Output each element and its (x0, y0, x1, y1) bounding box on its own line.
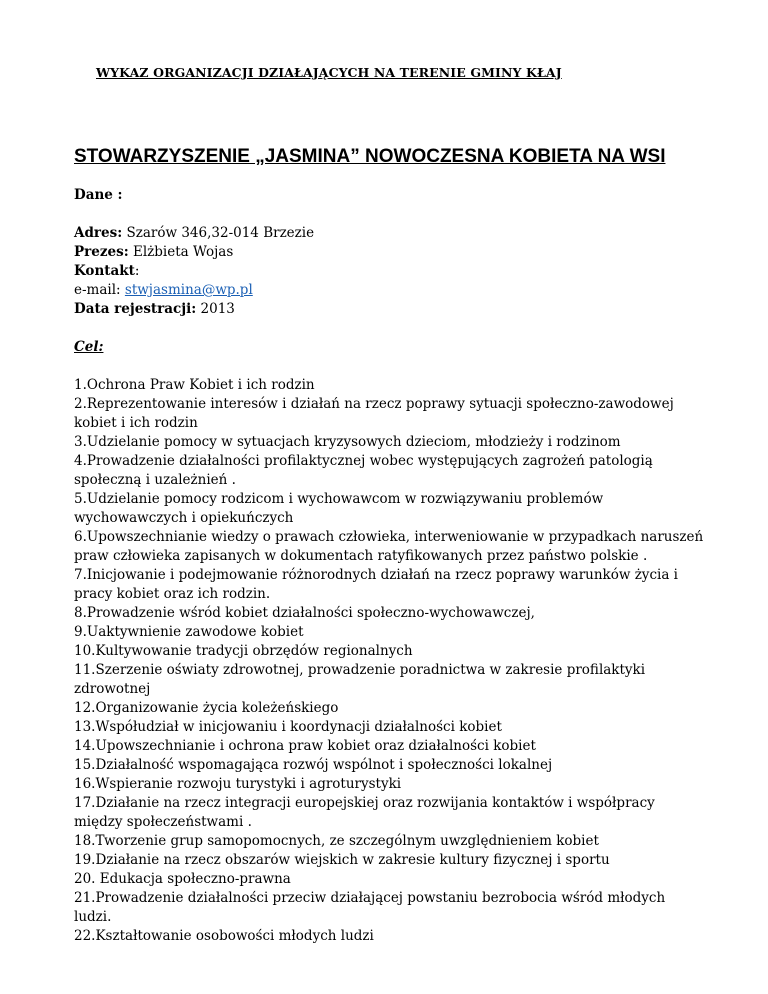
goal-label: Cel: (74, 339, 104, 355)
goal-item: 20. Edukacja społeczno-prawna (74, 871, 291, 887)
contact-label: Kontakt (74, 263, 135, 279)
email-prefix: e-mail: (74, 282, 125, 298)
goal-item: 9.Uaktywnienie zawodowe kobiet (74, 624, 304, 640)
goal-item: 10.Kultywowanie tradycji obrzędów regionalnych (74, 643, 413, 659)
goal-item: 19.Działanie na rzecz obszarów wiejskich w zakresie kultury fizycznej i sportu (74, 852, 610, 868)
registration-value: 2013 (196, 301, 235, 317)
document-header: WYKAZ ORGANIZACJI DZIAŁAJĄCYCH NA TERENIE GMINY KŁAJ (96, 65, 562, 80)
goal-item: 18.Tworzenie grup samopomocnych, ze szczególnym uwzględnieniem kobiet (74, 833, 599, 849)
goal-item: 8.Prowadzenie wśród kobiet działalności społeczno-wychowawczej, (74, 605, 535, 621)
goal-item: 15.Działalność wspomagająca rozwój wspólnot i społeczności lokalnej (74, 757, 553, 773)
goal-item: 17.Działanie na rzecz integracji europejskiej oraz rozwijania kontaktów i współpracy między społeczeństwami . (74, 795, 655, 830)
president-label: Prezes: (74, 244, 129, 260)
contact-colon: : (134, 263, 140, 279)
goal-item: 21.Prowadzenie działalności przeciw działającej powstaniu bezrobocia wśród młodych ludzi. (74, 890, 666, 925)
goal-item: 5.Udzielanie pomocy rodzicom i wychowawcom w rozwiązywaniu problemów wychowawczych i opiekuńczych (74, 491, 604, 526)
goals-list (74, 376, 704, 946)
email-link[interactable]: stwjasmina@wp.pl (124, 282, 253, 298)
address-label: Adres: (74, 225, 123, 241)
goal-item: 16.Wspieranie rozwoju turystyki i agroturystyki (74, 776, 402, 792)
goal-item: 12.Organizowanie życia koleżeńskiego (74, 700, 339, 716)
goal-item: 1.Ochrona Praw Kobiet i ich rodzin (74, 377, 315, 393)
goal-item: 6.Upowszechnianie wiedzy o prawach człowieka, interweniowanie w przypadkach naruszeń praw człowieka zapisanych w dokumentach ratyfikowanych przez państwo polskie . (74, 529, 704, 564)
address-line (74, 224, 704, 243)
president-value: Elżbieta Wojas (128, 244, 234, 260)
goal-item: 22.Kształtowanie osobowości młodych ludzi (74, 928, 374, 944)
goal-item: 7.Inicjowanie i podejmowanie różnorodnych działań na rzecz poprawy warunków życia i pracy kobiet oraz ich rodzin. (74, 567, 678, 602)
goal-item: 11.Szerzenie oświaty zdrowotnej, prowadzenie poradnictwa w zakresie profilaktyki zdrowotnej (74, 662, 646, 697)
goal-heading (74, 338, 704, 357)
address-value: Szarów 346,32-014 Brzezie (122, 225, 315, 241)
document-content (74, 186, 704, 946)
email-line (74, 281, 704, 300)
organization-name: STOWARZYSZENIE „JASMINA” NOWOCZESNA KOBIETA NA WSI (74, 146, 666, 167)
registration-line (74, 300, 704, 319)
data-heading: Dane : (74, 187, 123, 203)
goal-item: 3.Udzielanie pomocy w sytuacjach kryzysowych dzieciom, młodzieży i rodzinom (74, 434, 621, 450)
goal-item: 13.Współudział w inicjowaniu i koordynacji działalności kobiet (74, 719, 502, 735)
goal-item: 2.Reprezentowanie interesów i działań na rzecz poprawy sytuacji społeczno-zawodowej kobiet i ich rodzin (74, 396, 674, 431)
president-line (74, 243, 704, 262)
goal-item: 4.Prowadzenie działalności profilaktycznej wobec występujących zagrożeń patologią społeczną i uzależnień . (74, 453, 653, 488)
goal-item: 14.Upowszechnianie i ochrona praw kobiet oraz działalności kobiet (74, 738, 536, 754)
registration-label: Data rejestracji: (74, 301, 197, 317)
contact-line (74, 262, 704, 281)
